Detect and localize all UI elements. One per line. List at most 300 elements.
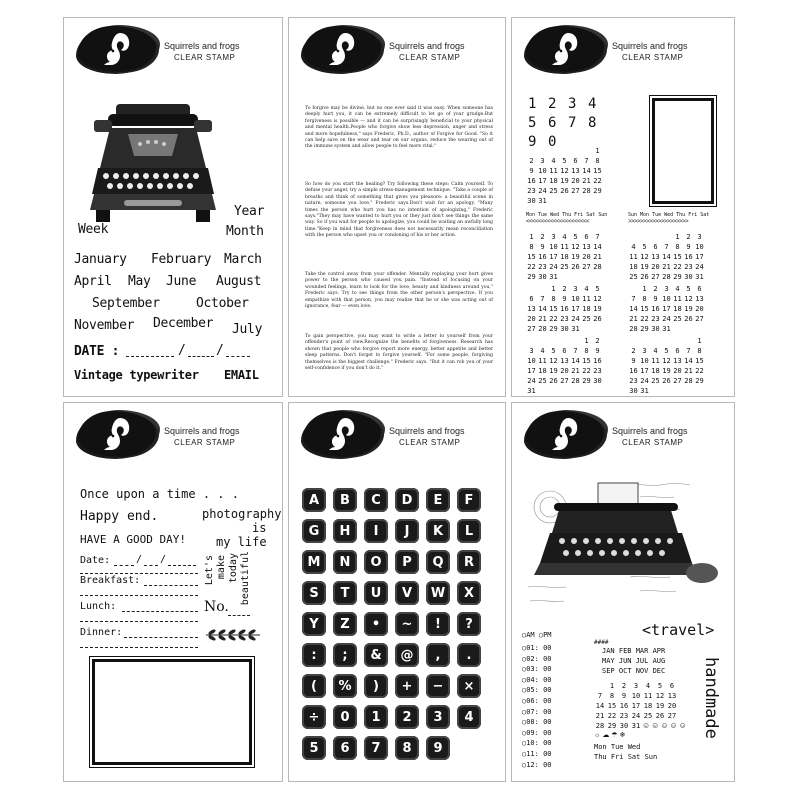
calendar-day: 17	[631, 702, 641, 710]
calendar-day: 18	[629, 263, 638, 271]
letter-tile: Q	[426, 550, 450, 574]
letter-tile: 7	[364, 736, 388, 760]
letter-tile: P	[395, 550, 419, 574]
squirrel-icon	[548, 416, 580, 452]
letter-tile: A	[302, 488, 326, 512]
calendar-day: 9	[653, 295, 658, 303]
calendar-blank	[650, 336, 661, 346]
calendar-day: 1	[697, 337, 702, 345]
is-text: is	[252, 521, 267, 535]
stamp-sheet-typewriter: Squirrels and frogs CLEAR STAMP Week Year Month January February March April May June August September October November December July DATE : / / Vintage typewriter EMAIL	[63, 17, 283, 397]
letter-tile: K	[426, 519, 450, 543]
date-line-c	[168, 565, 196, 566]
calendar-blank	[639, 232, 650, 242]
breakfast-line	[144, 585, 198, 586]
calendar-day: 6	[562, 347, 567, 355]
calendar-blank	[683, 336, 694, 346]
letter-tile: M	[302, 550, 326, 574]
calendar-day: 21	[684, 367, 693, 375]
calendar-day: 15	[593, 167, 602, 175]
calendar-day: 13	[673, 357, 682, 365]
calendar-day: 7	[540, 295, 545, 303]
calendar-day: 9	[529, 167, 534, 175]
digit-5: 5	[528, 115, 537, 131]
calendar-day: 23	[560, 315, 569, 323]
calendar-day: 3	[697, 233, 702, 241]
word-may: May	[128, 274, 151, 289]
calendar-day: 11	[651, 357, 660, 365]
brand-name: Squirrels and frogs	[612, 426, 688, 436]
letter-tile: &	[364, 643, 388, 667]
squirrel-icon	[548, 31, 580, 67]
letter-tile: E	[426, 488, 450, 512]
travel-text: <travel>	[642, 621, 715, 639]
calendar-day: 20	[667, 702, 677, 710]
calendar-day: 15	[607, 702, 617, 710]
dinner-line-2	[80, 647, 198, 648]
date-line-month	[188, 356, 214, 357]
word-august: August	[216, 274, 262, 289]
calendar-day: 5	[686, 285, 691, 293]
calendar-day: 28	[684, 377, 693, 385]
calendar-day: 21	[662, 263, 671, 271]
calendar-day: 27	[527, 325, 536, 333]
calendar-blank	[570, 336, 581, 346]
calendar-day: 21	[629, 315, 638, 323]
calendar-day: 10	[631, 692, 641, 700]
calendar-day: 10	[549, 243, 558, 251]
calendar-day: 28	[662, 273, 671, 281]
squirrel-logo	[526, 26, 604, 72]
calendar-day: 10	[571, 295, 580, 303]
calendar-day: 12	[684, 295, 693, 303]
calendar-blank	[628, 232, 639, 242]
calendar-day: 31	[695, 273, 704, 281]
word-month: Month	[226, 224, 264, 239]
calendar-blank	[526, 284, 537, 294]
brand-text	[612, 40, 688, 64]
calendar-day: 30	[560, 325, 569, 333]
calendar-day: 7	[573, 347, 578, 355]
letter-tile: 2	[395, 705, 419, 729]
word-september: September	[92, 296, 160, 311]
calendar-day: 24	[549, 263, 558, 271]
calendar-day: 28	[593, 263, 602, 271]
calendar-day: 26	[560, 187, 569, 195]
calendar-day: 13	[582, 243, 591, 251]
calendar-day: 28	[629, 325, 638, 333]
brand-subtitle: CLEAR STAMP	[622, 53, 684, 62]
calendar-day: 17	[662, 305, 671, 313]
arrow-border-1: <<<<<<<<<<<<<<<<<<<<<	[526, 219, 590, 225]
letter-tile-grid	[302, 488, 481, 760]
breakfast-label: Breakfast:	[80, 575, 141, 586]
squirrel-logo	[78, 411, 156, 457]
dinner-line	[124, 637, 198, 638]
stamp-sheet-travel	[511, 402, 735, 782]
calendar-day: 3	[529, 347, 534, 355]
time-entry: ○12: 00	[522, 760, 552, 769]
calendar-day: 6	[529, 295, 534, 303]
photography-text: photography	[202, 507, 282, 521]
calendar-day: 20	[560, 367, 569, 375]
calendar-day: 16	[593, 357, 602, 365]
calendar-day: 25	[582, 315, 591, 323]
calendar-day: 5	[573, 233, 578, 241]
calendar-day: 5	[664, 347, 669, 355]
calendar-day: 16	[629, 367, 638, 375]
calendar-day: 16	[684, 253, 693, 261]
calendar-day: 6	[675, 347, 680, 355]
digit-8: 8	[588, 115, 597, 131]
calendar-day: 29	[593, 187, 602, 195]
calendar-day: 12	[593, 295, 602, 303]
letter-tile: 6	[333, 736, 357, 760]
letter-tile: •	[364, 612, 388, 636]
calendar-day: 9	[631, 357, 636, 365]
letter-tile: Y	[302, 612, 326, 636]
letter-tile: 5	[302, 736, 326, 760]
calendar-day: 24	[538, 187, 547, 195]
letter-tile: H	[333, 519, 357, 543]
calendar-day: 8	[584, 347, 589, 355]
week-row-2: Thu Fri Sat Sun	[594, 753, 658, 761]
calendar-day: 23	[629, 377, 638, 385]
calendar-day: 23	[651, 315, 660, 323]
calendar-day: 15	[527, 253, 536, 261]
calendar-day: 13	[667, 692, 677, 700]
calendar-day: 26	[549, 377, 558, 385]
calendar-day: 25	[549, 187, 558, 195]
calendar-day: 9	[540, 243, 545, 251]
calendar-day: 1	[642, 285, 647, 293]
happy-end-text: Happy end.	[80, 509, 159, 524]
calendar-day: 15	[640, 305, 649, 313]
vertical-word-4: beautiful	[240, 551, 251, 606]
digit-4: 4	[588, 96, 597, 112]
calendar-day: 22	[549, 315, 558, 323]
calendar-day: 29	[549, 325, 558, 333]
time-entry: ○11: 00	[522, 749, 552, 758]
vertical-word-1: Let's	[204, 555, 215, 586]
calendar-day: 18	[673, 305, 682, 313]
letter-tile: 4	[457, 705, 481, 729]
calendar-day: 31	[571, 325, 580, 333]
calendar-day: 18	[582, 305, 591, 313]
calendar-day: 20	[571, 177, 580, 185]
calendar-day: 2	[529, 157, 534, 165]
calendar-day: 30	[527, 197, 536, 205]
calendar-blank	[559, 336, 570, 346]
weather-symbols: ☼ ☁ ☂ ❄	[594, 732, 626, 739]
word-november: November	[74, 318, 135, 333]
calendar-day: 5	[657, 682, 663, 690]
calendar-days-6	[526, 336, 603, 396]
calendar-day: 5	[642, 243, 647, 251]
calendar-day: 19	[684, 305, 693, 313]
calendar-day: 1	[595, 147, 600, 155]
calendar-day: 12	[662, 357, 671, 365]
letter-tile: !	[426, 612, 450, 636]
photo-frame-large	[92, 659, 252, 765]
letter-tile: X	[457, 581, 481, 605]
calendar-blank	[548, 336, 559, 346]
lets-make-today-beautiful	[204, 555, 215, 585]
calendar-blank	[526, 146, 537, 156]
calendar-day: 4	[551, 157, 556, 165]
calendar-day: 22	[527, 263, 536, 271]
calendar-day: 9	[595, 347, 600, 355]
digit-9: 9	[528, 134, 537, 150]
calendar-day: 25	[538, 377, 547, 385]
calendar-day: 27	[582, 263, 591, 271]
calendar-day: 17	[695, 253, 704, 261]
letter-tile: 9	[426, 736, 450, 760]
calendar-day: 12	[640, 253, 649, 261]
dinner-label: Dinner:	[80, 627, 123, 638]
stamp-sheet-calendar	[511, 17, 735, 397]
brand-text	[612, 425, 688, 449]
calendar-day: 3	[642, 347, 647, 355]
calendar-day: 4	[562, 233, 567, 241]
word-february: February	[151, 252, 212, 267]
paragraph-3: Take the control away from your offender. Mentally replaying your hurt gives power to the person who caused you pain. "Instead of focusing on your wounded feelings, learn to look for the love, beauty and kindness around you," Frederic says. Try to see things from the other person's perspective. If you empathize with that person, you may realize that he or she was acting out of ignorance, fear — even love.	[305, 272, 493, 310]
calendar-day: 10	[640, 357, 649, 365]
date-line-b	[144, 565, 158, 566]
calendar-day: 7	[686, 347, 691, 355]
calendar-day: 11	[549, 167, 558, 175]
calendar-blank	[661, 232, 672, 242]
months-row-3: SEP OCT NOV DEC	[602, 667, 666, 675]
breakfast-line-2	[80, 595, 198, 596]
weekday-row-1: Mon Tue Wed Thu Fri Sat Sun	[526, 212, 608, 218]
time-entry: ○07: 00	[522, 707, 552, 716]
hash-row: ####	[594, 639, 609, 646]
calendar-day: 19	[549, 367, 558, 375]
months-row-1: JAN FEB MAR APR	[602, 647, 666, 655]
calendar-day: 3	[540, 157, 545, 165]
calendar-blank	[537, 146, 548, 156]
calendar-day: 30	[593, 377, 602, 385]
my-life-text: my life	[216, 535, 267, 549]
letter-tile: 3	[426, 705, 450, 729]
calendar-day: 7	[664, 243, 669, 251]
calendar-day: 11	[582, 295, 591, 303]
stamp-sheet-journal: Squirrels and frogs CLEAR STAMP Once upon a time . . . Happy end. photography is my life HAVE A GOOD DAY! Date: / / Breakfast: Lunch: Dinner: Let's make today beautiful No.	[63, 402, 283, 782]
calendar-day: 28	[571, 377, 580, 385]
calendar-day: 13	[651, 253, 660, 261]
calendar-day: 22	[607, 712, 617, 720]
calendar-day: 13	[695, 295, 704, 303]
word-july: July	[232, 322, 263, 337]
calendar-day: 2	[562, 285, 567, 293]
am-label: AM	[526, 631, 535, 639]
squirrel-logo	[78, 26, 156, 72]
word-year: Year	[234, 204, 265, 219]
calendar-day: 5	[595, 285, 600, 293]
calendar-day: 14	[629, 305, 638, 313]
laurel-icon	[204, 627, 262, 643]
brand-name: Squirrels and frogs	[164, 41, 240, 51]
calendar-day: 30	[651, 325, 660, 333]
calendar-day: 11	[629, 253, 638, 261]
calendar-day: 9	[562, 295, 567, 303]
calendar-day: 12	[655, 692, 665, 700]
letter-tile: ,	[426, 643, 450, 667]
calendar-blank	[526, 336, 537, 346]
lunch-line-2	[80, 621, 198, 622]
calendar-day: 15	[695, 357, 704, 365]
word-june: June	[166, 274, 197, 289]
number-line	[228, 615, 250, 616]
brand-text	[389, 425, 465, 449]
vertical-word-2: make	[216, 555, 227, 580]
date-line-a	[114, 565, 134, 566]
calendar-day: 7	[597, 692, 603, 700]
calendar-day: 8	[595, 157, 600, 165]
photo-frame	[652, 98, 714, 204]
calendar-day: 27	[673, 377, 682, 385]
calendar-day: 3	[573, 285, 578, 293]
letter-tile: 1	[364, 705, 388, 729]
calendar-day: 2	[540, 233, 545, 241]
months-row-2: MAY JUN JUL AUG	[602, 657, 666, 665]
calendar-day: 22	[673, 263, 682, 271]
calendar-day: 26	[571, 263, 580, 271]
word-april: April	[74, 274, 112, 289]
letter-tile: J	[395, 519, 419, 543]
squirrel-icon	[100, 31, 132, 67]
calendar-day: 21	[595, 712, 605, 720]
brand-name: Squirrels and frogs	[389, 41, 465, 51]
calendar-day: 23	[527, 187, 536, 195]
calendar-blank	[581, 146, 592, 156]
word-december: December	[153, 316, 214, 331]
week-row-1: Mon Tue Wed	[594, 743, 641, 751]
calendar-day: 29	[607, 722, 617, 730]
pm-label: PM	[543, 631, 552, 639]
calendar-day: 2	[653, 285, 658, 293]
calendar-day: 21	[582, 177, 591, 185]
calendar-day: 13	[560, 357, 569, 365]
calendar-day: 5	[562, 157, 567, 165]
calendar-days-5	[628, 284, 705, 334]
calendar-day: 19	[593, 305, 602, 313]
calendar-day: 15	[582, 357, 591, 365]
calendar-day: 18	[549, 177, 558, 185]
typewriter-collage-illustration	[520, 477, 726, 613]
letter-tile: V	[395, 581, 419, 605]
calendar-day: 14	[571, 357, 580, 365]
letter-tile: .	[457, 643, 481, 667]
calendar-blank	[628, 284, 639, 294]
time-entry: ○09: 00	[522, 728, 552, 737]
calendar-day: 28	[538, 325, 547, 333]
calendar-day: 16	[560, 305, 569, 313]
brand-subtitle: CLEAR STAMP	[399, 53, 461, 62]
letter-tile: C	[364, 488, 388, 512]
calendar-day: 28	[595, 722, 605, 730]
letter-tile: G	[302, 519, 326, 543]
calendar-day: 25	[673, 315, 682, 323]
letter-tile: @	[395, 643, 419, 667]
time-entry: ○05: 00	[522, 686, 552, 695]
calendar-blank	[570, 146, 581, 156]
calendar-day: 18	[560, 253, 569, 261]
brand-text	[389, 40, 465, 64]
lunch-label: Lunch:	[80, 601, 117, 612]
calendar-day: 29	[582, 377, 591, 385]
calendar-day: 14	[662, 253, 671, 261]
letter-tile: D	[395, 488, 419, 512]
arrow-border-2: >>>>>>>>>>>>>>>>>>>>	[628, 219, 689, 225]
calendar-day: 6	[653, 243, 658, 251]
calendar-day: 27	[651, 273, 660, 281]
calendar-blank	[537, 336, 548, 346]
calendar-day: 29	[695, 377, 704, 385]
calendar-day: 11	[643, 692, 653, 700]
time-entry: ○01: 00	[522, 644, 552, 652]
calendar-days-3	[628, 232, 705, 282]
calendar-day: 4	[584, 285, 589, 293]
calendar-day: 20	[582, 253, 591, 261]
calendar-day: 12	[549, 357, 558, 365]
calendar-day: 8	[697, 347, 702, 355]
calendar-day: 4	[540, 347, 545, 355]
vertical-col-4	[240, 551, 251, 605]
calendar-day: 4	[653, 347, 658, 355]
brand-subtitle: CLEAR STAMP	[174, 53, 236, 62]
calendar-day: 24	[631, 712, 641, 720]
digit-6: 6	[548, 115, 557, 131]
calendar-day: 2	[595, 337, 600, 345]
calendar-blank	[661, 336, 672, 346]
calendar-day: 27	[571, 187, 580, 195]
calendar-day: 26	[593, 315, 602, 323]
calendar-day: 18	[651, 367, 660, 375]
calendar-day: 31	[662, 325, 671, 333]
calendar-day: 17	[538, 177, 547, 185]
calendar-day: 30	[538, 273, 547, 281]
word-january: January	[74, 252, 127, 267]
date-underline	[80, 573, 198, 574]
calendar-day: 20	[695, 305, 704, 313]
calendar-blank	[559, 146, 570, 156]
letter-tile: +	[395, 674, 419, 698]
calendar-day: 30	[629, 387, 638, 395]
calendar-day: 24	[662, 315, 671, 323]
calendar-day: 10	[695, 243, 704, 251]
calendar-day: 26	[662, 377, 671, 385]
letter-tile: L	[457, 519, 481, 543]
paragraph-4: To gain perspective, you may want to write a letter to yourself from your offender's point of view.Recognize the benefits of forgiveness. Research has shown that people who forgive report more energy, better appetite and better sleep patterns. Don't forget to forgive yourself. "For some people, forgiving themselves is the biggest challenge," Frederic says. "But it can rob you of your self-confidence if you don't do it."	[305, 334, 493, 372]
letter-tile: U	[364, 581, 388, 605]
calendar-days-2	[526, 232, 603, 282]
calendar-day: 7	[595, 233, 600, 241]
calendar-day: 20	[651, 263, 660, 271]
lunch-line	[122, 611, 198, 612]
squirrel-icon	[100, 416, 132, 452]
calendar-day: 7	[584, 157, 589, 165]
time-list	[522, 643, 552, 770]
number-label: No.	[204, 599, 229, 615]
calendar-day: 19	[662, 367, 671, 375]
letter-tile: ÷	[302, 705, 326, 729]
squirrel-icon	[325, 31, 357, 67]
calendar-day: 6	[697, 285, 702, 293]
stamp-sheet-text	[288, 17, 506, 397]
calendar-day: 8	[609, 692, 615, 700]
